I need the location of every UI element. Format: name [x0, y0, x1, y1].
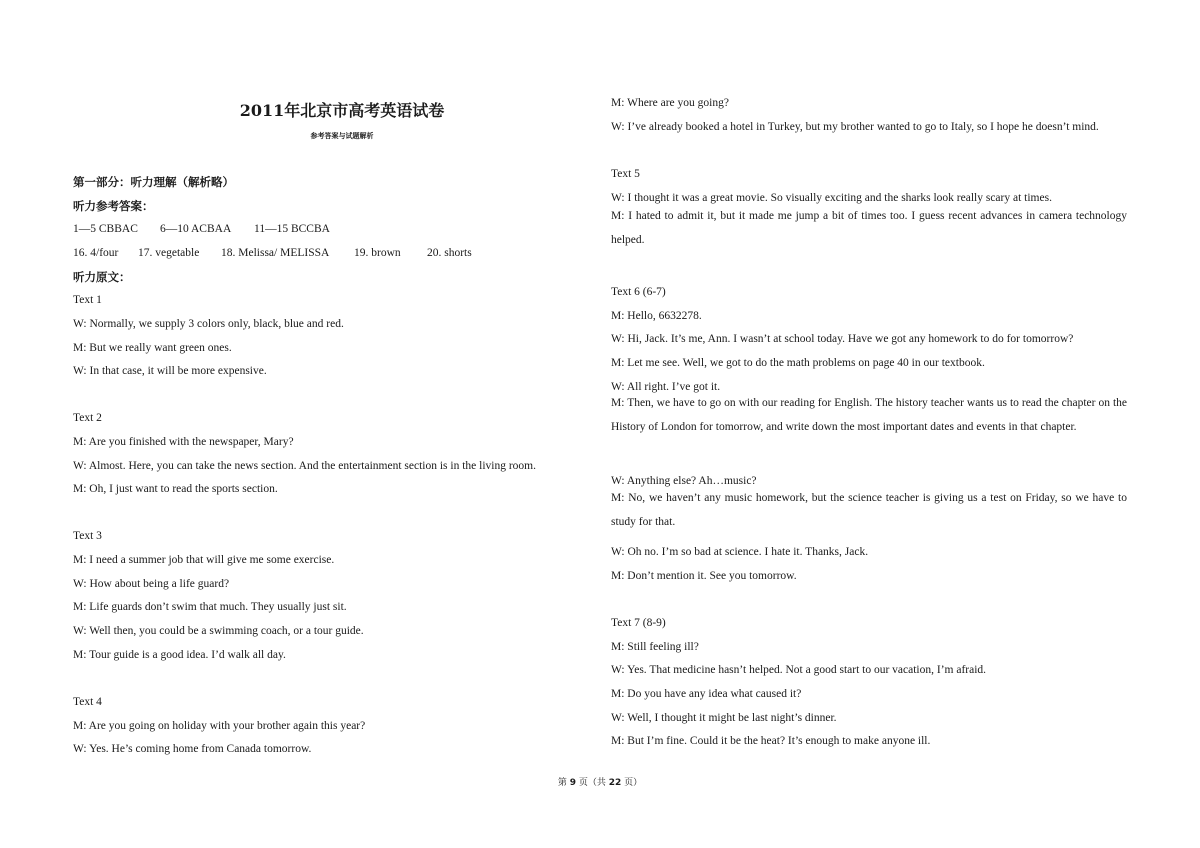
text-6-title: Text 6 (6-7) [611, 286, 666, 298]
dialogue-line: M: Are you finished with the newspaper, Mary? [73, 436, 294, 448]
text-7-title: Text 7 (8-9) [611, 617, 666, 629]
dialogue-line: M: Still feeling ill? [611, 641, 699, 653]
dialogue-paragraph: M: I hated to admit it, but it made me jump a bit of times too. I guess recent advances in camera technology helped. [611, 210, 1127, 246]
page-footer [0, 775, 1200, 788]
answer-item: 16. 4/four [73, 247, 119, 259]
dialogue-line: M: Oh, I just want to read the sports section. [73, 483, 278, 495]
dialogue-line: W: Well, I thought it might be last night’s dinner. [611, 712, 837, 724]
dialogue-line: W: I thought it was a great movie. So visually exciting and the sharks look really scary at times. [611, 192, 1052, 204]
text-2-title: Text 2 [73, 412, 102, 424]
answers-row-1 [73, 222, 330, 236]
dialogue-line: M: I need a summer job that will give me some exercise. [73, 554, 335, 566]
text-1-title: Text 1 [73, 294, 102, 306]
dialogue-line: W: Almost. Here, you can take the news section. And the entertainment section is in the living room. [73, 460, 536, 472]
answers-row-2 [73, 246, 472, 260]
dialogue-line: M: Tour guide is a good idea. I’d walk all day. [73, 649, 286, 661]
dialogue-line: M: Do you have any idea what caused it? [611, 688, 802, 700]
dialogue-line: M: Don’t mention it. See you tomorrow. [611, 570, 797, 582]
page-total: 22 [608, 778, 622, 788]
dialogue-line: W: In that case, it will be more expensive. [73, 365, 267, 377]
dialogue-line: W: All right. I’ve got it. [611, 381, 721, 393]
dialogue-line: M: Where are you going? [611, 97, 729, 109]
text-5-title: Text 5 [611, 168, 640, 180]
dialogue-line: M: But I’m fine. Could it be the heat? It’s enough to make anyone ill. [611, 735, 931, 747]
answer-group: 11—15 BCCBA [254, 223, 330, 235]
dialogue-line: M: Are you going on holiday with your brother again this year? [73, 720, 366, 732]
answers-label: 听力参考答案： [73, 199, 154, 213]
dialogue-line: W: Anything else? Ah…music? [611, 475, 757, 487]
dialogue-line: M: Life guards don’t swim that much. They usually just sit. [73, 601, 347, 613]
answer-item: 20. shorts [427, 247, 472, 259]
footer-prefix: 第 [557, 778, 570, 788]
dialogue-line: W: Well then, you could be a swimming coach, or a tour guide. [73, 625, 364, 637]
dialogue-line: M: But we really want green ones. [73, 342, 232, 354]
transcript-label: 听力原文： [73, 270, 131, 284]
dialogue-line: W: Yes. That medicine hasn’t helped. Not a good start to our vacation, I’m afraid. [611, 664, 987, 676]
answer-item: 18. Melissa/ MELISSA [221, 247, 330, 259]
dialogue-line: W: Yes. He’s coming home from Canada tomorrow. [73, 743, 312, 755]
dialogue-line: W: Oh no. I’m so bad at science. I hate it. Thanks, Jack. [611, 546, 869, 558]
dialogue-line: M: Hello, 6632278. [611, 310, 702, 322]
answer-item: 19. brown [354, 247, 401, 259]
text-4-title: Text 4 [73, 696, 102, 708]
dialogue-line: W: I’ve already booked a hotel in Turkey, but my brother wanted to go to Italy, so I hope he doesn’t mind. [611, 121, 1099, 133]
footer-suffix: 页） [621, 778, 643, 788]
page-title: 2011年北京市高考英语试卷 [239, 101, 445, 120]
dialogue-line: W: Hi, Jack. It’s me, Ann. I wasn’t at school today. Have we got any homework to do for tomorrow? [611, 333, 1074, 345]
part1-heading: 第一部分：听力理解（解析略） [73, 175, 234, 189]
answer-item: 17. vegetable [138, 247, 200, 259]
dialogue-line: W: Normally, we supply 3 colors only, black, blue and red. [73, 318, 344, 330]
footer-middle: 页（共 [576, 778, 609, 788]
answer-group: 1—5 CBBAC [73, 223, 138, 235]
page-subtitle: 参考答案与试题解析 [310, 132, 374, 140]
dialogue-line: W: How about being a life guard? [73, 578, 230, 590]
dialogue-line: M: Let me see. Well, we got to do the math problems on page 40 in our textbook. [611, 357, 985, 369]
dialogue-paragraph: M: No, we haven’t any music homework, but the science teacher is giving us a test on Friday, so we have to study for that. [611, 492, 1127, 528]
page-number: 9 [569, 778, 576, 788]
text-3-title: Text 3 [73, 530, 102, 542]
dialogue-paragraph: M: Then, we have to go on with our reading for English. The history teacher wants us to read the chapter on the History of London for tomorrow, and write down the most important dates and events in that chapter. [611, 397, 1127, 433]
answer-group: 6—10 ACBAA [160, 223, 232, 235]
